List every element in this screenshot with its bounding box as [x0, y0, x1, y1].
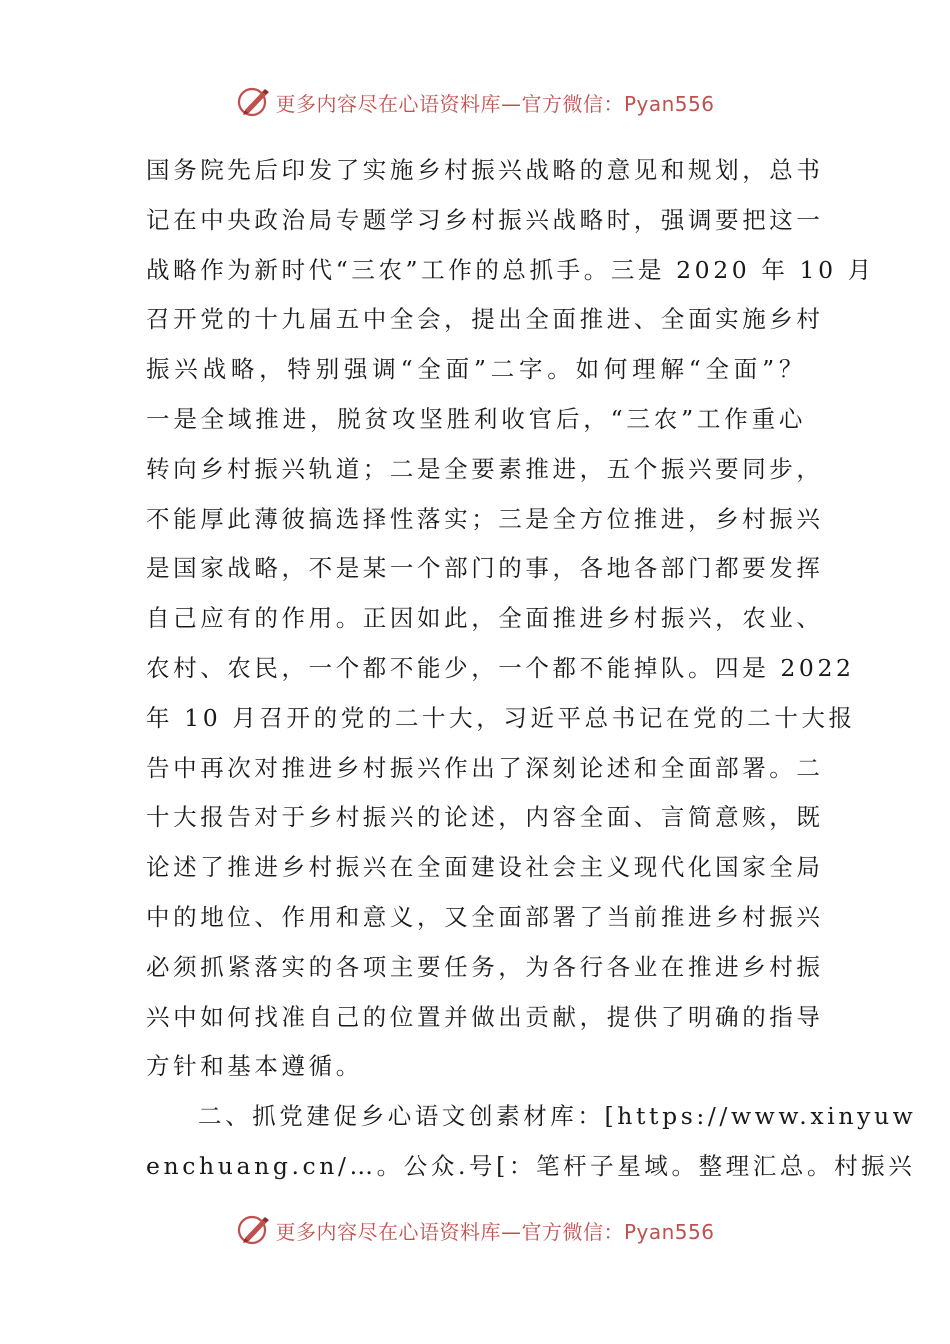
body-line: 记在中央政治局专题学习乡村振兴战略时，强调要把这一	[146, 205, 824, 234]
body-line: 是国家战略，不是某一个部门的事，各地各部门都要发挥	[146, 554, 824, 583]
body-line: 国务院先后印发了实施乡村振兴战略的意见和规划，总书	[146, 156, 824, 184]
body-line: 一是全域推进，脱贫攻坚胜利收官后，“三农”工作重心	[146, 404, 806, 433]
footer-dash: —	[500, 1219, 522, 1244]
body-line: 农村、农民，一个都不能少，一个都不能掉队。四是 2022	[146, 653, 855, 682]
body-line: 中的地位、作用和意义，又全面部署了当前推进乡村振兴	[146, 902, 824, 931]
body-line: 召开党的十九届五中全会，提出全面推进、全面实施乡村	[146, 305, 824, 334]
header-banner	[0, 80, 950, 124]
pen-logo-icon	[235, 1211, 273, 1249]
body-line: 不能厚此薄彼搞选择性落实；三是全方位推进，乡村振兴	[146, 504, 824, 533]
body-line: 十大报告对于乡村振兴的论述，内容全面、言简意赅，既	[146, 803, 824, 832]
body-line: 自己应有的作用。正因如此，全面推进乡村振兴，农业、	[146, 604, 824, 633]
header-dash: —	[500, 91, 522, 116]
footer-banner-text	[275, 1216, 714, 1245]
header-wechat-text: 官方微信：Pyan556	[521, 91, 715, 116]
body-line: 兴中如何找准自己的位置并做出贡献，提供了明确的指导	[146, 1002, 824, 1031]
header-banner-text	[275, 88, 714, 117]
body-line: 必须抓紧落实的各项主要任务，为各行各业在推进乡村振	[146, 952, 824, 981]
body-line: 方针和基本遵循。	[146, 1052, 363, 1081]
footer-brand-text: 更多内容尽在心语资料库	[275, 1219, 501, 1244]
body-line-section-heading: 二、抓党建促乡心语文创素材库：[https://www.xinyuw	[198, 1102, 917, 1131]
body-line: 告中再次对推进乡村振兴作出了深刻论述和全面部署。二	[146, 753, 824, 782]
body-line: 论述了推进乡村振兴在全面建设社会主义现代化国家全局	[146, 853, 824, 882]
body-line: enchuang.cn/…。公众.号[：笔杆子星域。整理汇总。村振兴	[146, 1151, 916, 1180]
body-line: 转向乡村振兴轨道；二是全要素推进，五个振兴要同步，	[146, 454, 824, 483]
footer-wechat-text: 官方微信：Pyan556	[521, 1219, 715, 1244]
body-line: 振兴战略，特别强调“全面”二字。如何理解“全面”？	[146, 355, 806, 384]
pen-logo-icon	[235, 83, 273, 121]
header-brand-text: 更多内容尽在心语资料库	[275, 91, 501, 116]
body-line: 年 10 月召开的党的二十大，习近平总书记在党的二十大报	[146, 703, 856, 732]
document-body	[146, 146, 917, 1192]
footer-banner	[0, 1208, 950, 1252]
body-line: 战略作为新时代“三农”工作的总抓手。三是 2020 年 10 月	[146, 255, 875, 284]
